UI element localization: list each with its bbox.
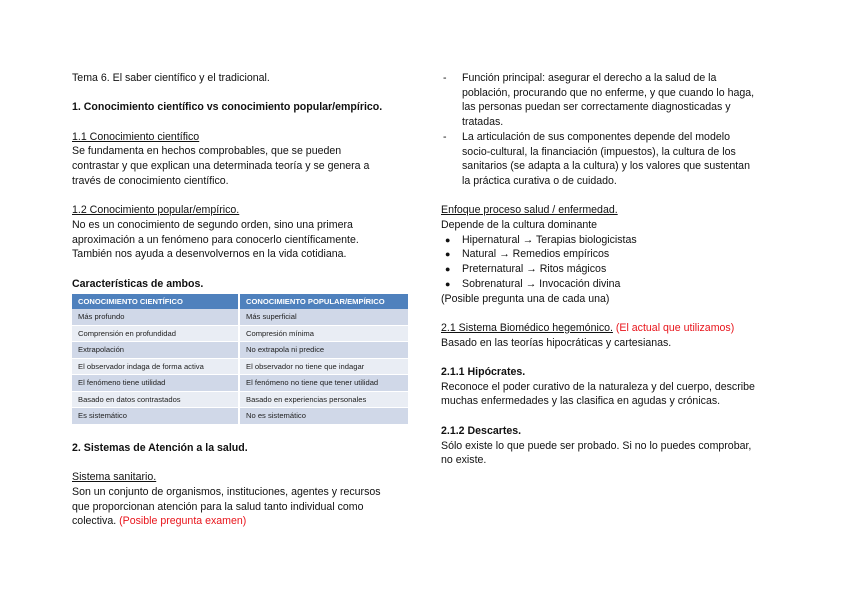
comparison-table — [72, 294, 408, 425]
paragraph-line: no existe. — [441, 454, 487, 467]
paragraph-line: Reconoce el poder curativo de la naturaleza y del cuerpo, describe — [441, 380, 755, 393]
table-header-cell: CONOCIMIENTO CIENTÍFICO — [72, 294, 239, 309]
list-line: Función principal: asegurar el derecho a la salud de la — [462, 72, 717, 84]
bullet-icon: ● — [445, 249, 451, 260]
paragraph-line: través de conocimiento científico. — [72, 174, 229, 187]
list-item — [441, 277, 786, 292]
table-cell: Comprensión en profundidad — [72, 325, 239, 342]
table-cell: Basado en experiencias personales — [239, 391, 408, 408]
dash-marker: - — [443, 130, 447, 143]
list-text: Preternatural → Ritos mágicos — [462, 263, 607, 276]
table-cell: Extrapolación — [72, 342, 239, 359]
table-cell: El observador indaga de forma activa — [72, 358, 239, 375]
characteristics-title: Características de ambos. — [72, 277, 204, 290]
paragraph-line: Basado en las teorías hipocráticas y cartesianas. — [441, 336, 672, 349]
subsection-1-2-title: 1.2 Conocimiento popular/empírico. — [72, 204, 240, 217]
focus-note: (Posible pregunta una de cada una) — [441, 292, 610, 305]
table-cell: El fenómeno no tiene que tener utilidad — [239, 375, 408, 392]
focus-list — [441, 233, 786, 292]
left-column — [72, 71, 407, 529]
table-row — [72, 358, 408, 375]
paragraph-line: aproximación a un fenómeno para conocerlo científicamente. — [72, 233, 359, 246]
list-text: Hipernatural → Terapias biologicistas — [462, 233, 637, 246]
list-line: la práctica curativa o de cuidado. — [462, 174, 617, 187]
bullet-icon: ● — [445, 264, 451, 275]
list-item — [441, 262, 786, 277]
list-item — [441, 247, 786, 262]
table-cell: Basado en datos contrastados — [72, 391, 239, 408]
list-text: Natural → Remedios empíricos — [462, 248, 610, 261]
table-row — [72, 309, 408, 325]
table-row — [72, 391, 408, 408]
list-line: las personas puedan ser correctamente diagnosticadas y — [462, 101, 731, 114]
list-line: sanitarios (se adapta a la cultura) y los valores que sustentan — [462, 160, 750, 173]
table-cell: No es sistemático — [239, 408, 408, 425]
table-cell: Más superficial — [239, 309, 408, 325]
subsection-1-1-title: 1.1 Conocimiento científico — [72, 130, 200, 143]
section-2-title: 2. Sistemas de Atención a la salud. — [72, 441, 248, 454]
bullet-icon: ● — [445, 234, 451, 245]
paragraph-line: Se fundamenta en hechos comprobables, que se pueden — [72, 145, 342, 158]
list-line: La articulación de sus componentes depende del modelo — [462, 130, 730, 143]
list-item — [441, 233, 786, 248]
paragraph-line: No es un conocimiento de segundo orden, sino una primera — [72, 218, 353, 231]
table-row — [72, 375, 408, 392]
table-cell: Es sistemático — [72, 408, 239, 425]
exam-note: (Posible pregunta examen) — [119, 515, 247, 528]
focus-title: Enfoque proceso salud / enfermedad. — [441, 204, 618, 217]
table-cell: El observador no tiene que indagar — [239, 358, 408, 375]
table-row — [72, 325, 408, 342]
current-note: (El actual que utilizamos) — [612, 321, 735, 334]
paragraph-line: que proporcionan atención para la salud tanto individual como — [72, 500, 364, 513]
table-header-cell: CONOCIMIENTO POPULAR/EMPÍRICO — [239, 294, 408, 309]
topic-title: Tema 6. El saber científico y el tradicional. — [72, 72, 270, 84]
function-list — [441, 71, 786, 189]
paragraph-line: También nos ayuda a desenvolvernos en la vida cotidiana. — [72, 248, 347, 261]
paragraph-line: contrastar y que explican una determinada teoría y se genera a — [72, 160, 370, 173]
paragraph-line: muchas enfermedades y las clasifica en agudas y crónicas. — [441, 395, 721, 408]
paragraph-line: Sólo existe lo que puede ser probado. Si no lo puedes comprobar, — [441, 439, 752, 452]
subsection-2-1-1-title: 2.1.1 Hipócrates. — [441, 366, 526, 379]
bullet-icon: ● — [445, 278, 451, 289]
subsection-2-1-title: 2.1 Sistema Biomédico hegemónico. — [441, 321, 613, 334]
sanitary-system-title: Sistema sanitario. — [72, 471, 157, 484]
table-cell: Compresión mínima — [239, 325, 408, 342]
focus-intro: Depende de la cultura dominante — [441, 219, 598, 232]
list-item — [441, 71, 786, 130]
paragraph-text: colectiva. — [72, 515, 117, 528]
table-row — [72, 408, 408, 425]
table-cell: Más profundo — [72, 309, 239, 325]
list-line: población, procurando que no enferme, y que cuando lo haga, — [462, 86, 755, 99]
paragraph-line: Son un conjunto de organismos, instituciones, agentes y recursos — [72, 486, 381, 499]
table-cell: No extrapola ni predice — [239, 342, 408, 359]
list-item — [441, 130, 786, 189]
list-line: socio-cultural, la financiación (impuestos), la cultura de los — [462, 145, 736, 158]
dash-marker: - — [443, 72, 447, 84]
right-column — [441, 71, 786, 468]
paragraph-line — [72, 514, 407, 529]
table-row — [72, 342, 408, 359]
list-text: Sobrenatural → Invocación divina — [462, 277, 621, 290]
table-cell: El fenómeno tiene utilidad — [72, 375, 239, 392]
section-1-title: 1. Conocimiento científico vs conocimiento popular/empírico. — [72, 101, 383, 114]
subsection-2-1-2-title: 2.1.2 Descartes. — [441, 424, 522, 437]
subsection-2-1-heading — [441, 321, 786, 336]
list-line: tratadas. — [462, 116, 504, 129]
